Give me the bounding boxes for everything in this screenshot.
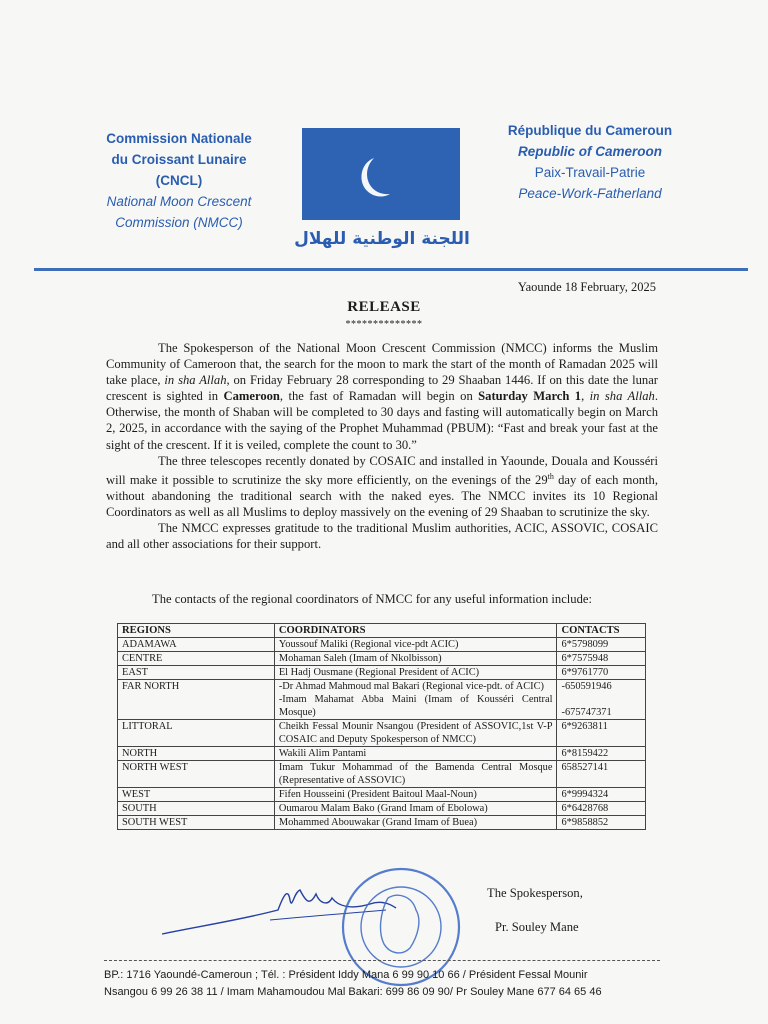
header-left-line5: Commission (NMCC) — [115, 215, 243, 230]
region-cell: SOUTH — [118, 802, 275, 816]
footer-contacts — [104, 967, 674, 1001]
table-row — [118, 680, 646, 720]
paragraph-3: The NMCC expresses gratitude to the traditional Muslim authorities, ACIC, ASSOVIC, COSAIC and all other associations for their support. — [106, 521, 658, 552]
p1-text-i: . Otherwise, the month of Shaban will be completed to 30 days and fasting will automatically begin on March 2, 2025, in accordance with the saying of the Prophet Muhammad (PBUM): “Fast and break your fast at the sight of the crescent. If it is veiled, complete the count to 30.” — [106, 389, 659, 452]
table-row — [118, 788, 646, 802]
header-left-line1: Commission Nationale — [106, 131, 252, 146]
p1-insha-allah-1: in sha Allah — [164, 373, 227, 388]
contact-cell: 6*6428768 — [557, 802, 646, 816]
contact-cell: 6*9263811 — [557, 720, 646, 747]
p1-text-a: The Spokesperson of the National Moon Crescent Commission (NMCC) informs the Muslim Community of Cameroon that, the search for the moon to mark the start of the month of Ramadan 2025 will take place, — [106, 341, 658, 388]
table-row — [118, 747, 646, 761]
coordinator-cell: Fifen Housseini (President Baitoul Maal-Noun) — [274, 788, 557, 802]
contact-cell: 658527141 — [557, 761, 646, 788]
region-cell: LITTORAL — [118, 720, 275, 747]
spokesperson-role: The Spokesperson, — [487, 886, 583, 900]
coordinator-line-2: -Imam Mahamat Abba Maini (Imam of Kousséri Central Mosque) — [278, 694, 553, 718]
table-row — [118, 761, 646, 788]
release-body — [106, 340, 658, 552]
region-cell: NORTH WEST — [118, 761, 275, 788]
p1-start-date: Saturday March 1 — [478, 389, 582, 404]
header-divider — [34, 268, 748, 271]
header-right-line1: République du Cameroun — [507, 123, 673, 138]
coordinator-cell: El Hadj Ousmane (Regional President of ACIC) — [274, 666, 557, 680]
contact-cell: 6*7575948 — [557, 652, 646, 666]
p1-text-c: , on Friday February 28 corresponding to 29 Shaaban 1446. If on this date the lunar crescent is sighted in — [106, 373, 658, 404]
region-cell: EAST — [118, 666, 275, 680]
p1-text-e: , the fast of Ramadan will begin on — [279, 389, 479, 404]
paragraph-1 — [106, 340, 658, 453]
coordinator-line-1: -Dr Ahmad Mahmoud mal Bakari (Regional vice-pdt. of ACIC) — [278, 681, 545, 692]
region-cell: NORTH — [118, 747, 275, 761]
table-row — [118, 638, 646, 652]
header-contacts: CONTACTS — [557, 624, 646, 638]
header-right-block — [482, 120, 698, 204]
p2-superscript: th — [547, 471, 554, 481]
coordinator-cell: Youssouf Maliki (Regional vice-pdt ACIC) — [274, 638, 557, 652]
table-row — [118, 666, 646, 680]
contact-line-1: -650591946 — [561, 681, 612, 692]
footer-line-1: BP.: 1716 Yaoundé-Cameroun ; Tél. : Président Iddy Mana 6 99 90 10 66 / Président Fessal Mounir — [104, 969, 588, 981]
region-cell: FAR NORTH — [118, 680, 275, 720]
region-cell: CENTRE — [118, 652, 275, 666]
table-row — [118, 652, 646, 666]
p2-text-b: day of each month, without abandoning the traditional search with the naked eyes. The NMCC invites its 10 Regional Coordinators as well as all Muslims to deploy massively on the evening of 29 Shaaban to scrutinize the sky. — [106, 472, 658, 520]
table-row — [118, 816, 646, 830]
release-date: Yaounde 18 February, 2025 — [517, 280, 656, 294]
header-left-line3: (CNCL) — [155, 173, 203, 188]
coordinator-cell: Cheikh Fessal Mounir Nsangou (President of ASSOVIC,1st V-P COSAIC and Deputy Spokesperson of NMCC) — [274, 720, 557, 747]
contact-cell: 6*5798099 — [557, 638, 646, 652]
coordinator-cell: Imam Tukur Mohammad of the Bamenda Central Mosque (Representative of ASSOVIC) — [274, 761, 557, 788]
header-left-line4: National Moon Crescent — [106, 194, 252, 209]
contacts-intro: The contacts of the regional coordinators of NMCC for any useful information include: — [152, 592, 592, 606]
contact-cell — [557, 680, 646, 720]
p1-cameroon: Cameroon — [223, 389, 280, 404]
coordinator-cell — [274, 680, 557, 720]
crescent-flag-logo — [302, 128, 460, 220]
header-left-line2: du Croissant Lunaire — [111, 152, 247, 167]
release-title: RELEASE — [347, 299, 421, 315]
header-regions: REGIONS — [118, 624, 275, 638]
coordinator-cell: Wakili Alim Pantami — [274, 747, 557, 761]
paragraph-2 — [106, 453, 658, 521]
header-coordinators: COORDINATORS — [274, 624, 557, 638]
table-row — [118, 720, 646, 747]
contact-cell: 6*9761770 — [557, 666, 646, 680]
crescent-moon-icon — [302, 128, 460, 220]
header-right-line3: Paix-Travail-Patrie — [534, 165, 646, 180]
header-right-line2: Republic of Cameroon — [517, 144, 662, 159]
footer-divider — [104, 960, 660, 961]
title-stars: ************** — [345, 319, 423, 330]
contact-cell: 6*9858852 — [557, 816, 646, 830]
contact-cell: 6*9994324 — [557, 788, 646, 802]
region-cell: SOUTH WEST — [118, 816, 275, 830]
header-left-block — [74, 128, 284, 233]
table-header-row — [118, 624, 646, 638]
p1-text-g: , — [581, 389, 590, 404]
region-cell: ADAMAWA — [118, 638, 275, 652]
coordinator-cell: Mohammed Abouwakar (Grand Imam of Buea) — [274, 816, 557, 830]
region-cell: WEST — [118, 788, 275, 802]
p1-insha-allah-2: in sha Allah — [589, 389, 655, 404]
contact-line-2: -675747371 — [561, 707, 612, 718]
footer-line-2: Nsangou 6 99 26 38 11 / Imam Mahamoudou Mal Bakari: 699 86 09 90/ Pr Souley Mane 677 64 65 46 — [104, 986, 602, 998]
header-right-line4: Peace-Work-Fatherland — [518, 186, 662, 201]
coordinators-table — [117, 623, 646, 830]
table-row — [118, 802, 646, 816]
coordinator-cell: Oumarou Malam Bako (Grand Imam of Ebolowa) — [274, 802, 557, 816]
contact-spacer — [561, 693, 641, 706]
contact-cell: 6*8159422 — [557, 747, 646, 761]
p2-text-a: The three telescopes recently donated by COSAIC and installed in Yaounde, Douala and Kousséri will make it possible to scrutinize the sky more efficiently, on the evenings of the 29 — [106, 453, 658, 487]
arabic-title: اللجنة الوطنية للهلال — [294, 229, 470, 249]
spokesperson-name: Pr. Souley Mane — [495, 920, 579, 934]
coordinator-cell: Mohaman Saleh (Imam of Nkolbisson) — [274, 652, 557, 666]
